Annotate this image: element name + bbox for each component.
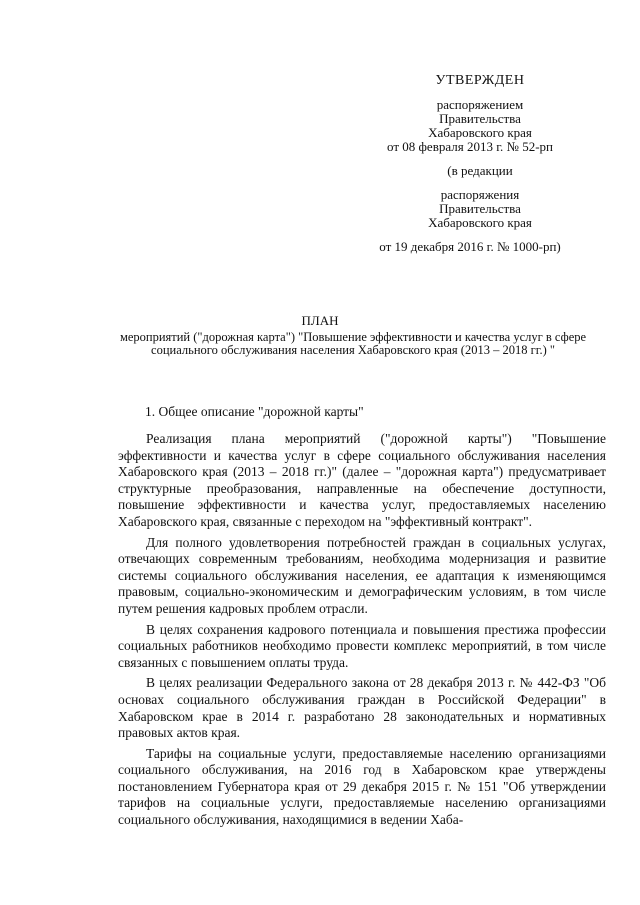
section-heading: 1. Общее описание "дорожной карты" [145, 404, 364, 419]
plan-subtitle: мероприятий ("дорожная карта") "Повышение эффективности и качества услуг в сфере социального обслуживания населения Хабаровского края (2013 – 2018 гг.) " [119, 330, 587, 357]
approval-line: распоряжением [436, 97, 524, 112]
paragraph: В целях реализации Федерального закона от 28 декабря 2013 г. № 442-ФЗ "Об основах социального обслуживания граждан в Российской Федерации" в Хабаровском крае в 2014 г. разработано 28 законодательных и нормативных правовых актов края. [118, 675, 606, 741]
approval-block [380, 74, 580, 254]
paragraph: Реализация плана мероприятий ("дорожной карты") "Повышение эффективности и качества услуг в сфере социального обслуживания населения Хабаровского края (2013 – 2018 гг.)" (далее – "дорожная карта") предусматривает структурные преобразования, направленные на обеспечение доступности, повышение эффективности и качества услуг, предоставляемых населению Хабаровского края, связанные с переходом на "эффективный контракт". [118, 431, 606, 529]
approval-line: Правительства [439, 111, 521, 126]
approval-line: Хабаровского края [428, 125, 532, 140]
paragraph: Для полного удовлетворения потребностей граждан в социальных услугах, отвечающих современным требованиям, необходима модернизация и развитие системы социального обслуживания населения, ее адаптация к изменяющимся правовым, социально-экономическим и демографическим условиям, в том числе путем решения кадровых проблем отрасли. [118, 534, 606, 616]
approval-date-line: от 19 декабря 2016 г. № 1000-рп) [379, 239, 561, 254]
approval-date-line: от 08 февраля 2013 г. № 52-рп [387, 139, 553, 154]
body-text [118, 431, 606, 833]
approval-title: УТВЕРЖДЕН [435, 73, 525, 88]
approval-line: Правительства [439, 201, 521, 216]
paragraph: Тарифы на социальные услуги, предоставляемые населению организациями социального обслуживания, на 2016 год в Хабаровском крае утверждены постановлением Губернатора края от 29 декабря 2015 г. № 151 "Об утверждении тарифов на социальные услуги, предоставляемые населению организациями социального обслуживания, находящимися в ведении Хаба- [118, 745, 606, 828]
paragraph: В целях сохранения кадрового потенциала и повышения престижа профессии социальных работников необходимо провести комплекс мероприятий, в том числе связанных с повышением оплаты труда. [118, 621, 606, 670]
approval-line: (в редакции [447, 163, 513, 178]
approval-line: распоряжения [440, 187, 520, 202]
approval-line: Хабаровского края [428, 215, 532, 230]
plan-title: ПЛАН [301, 313, 339, 328]
